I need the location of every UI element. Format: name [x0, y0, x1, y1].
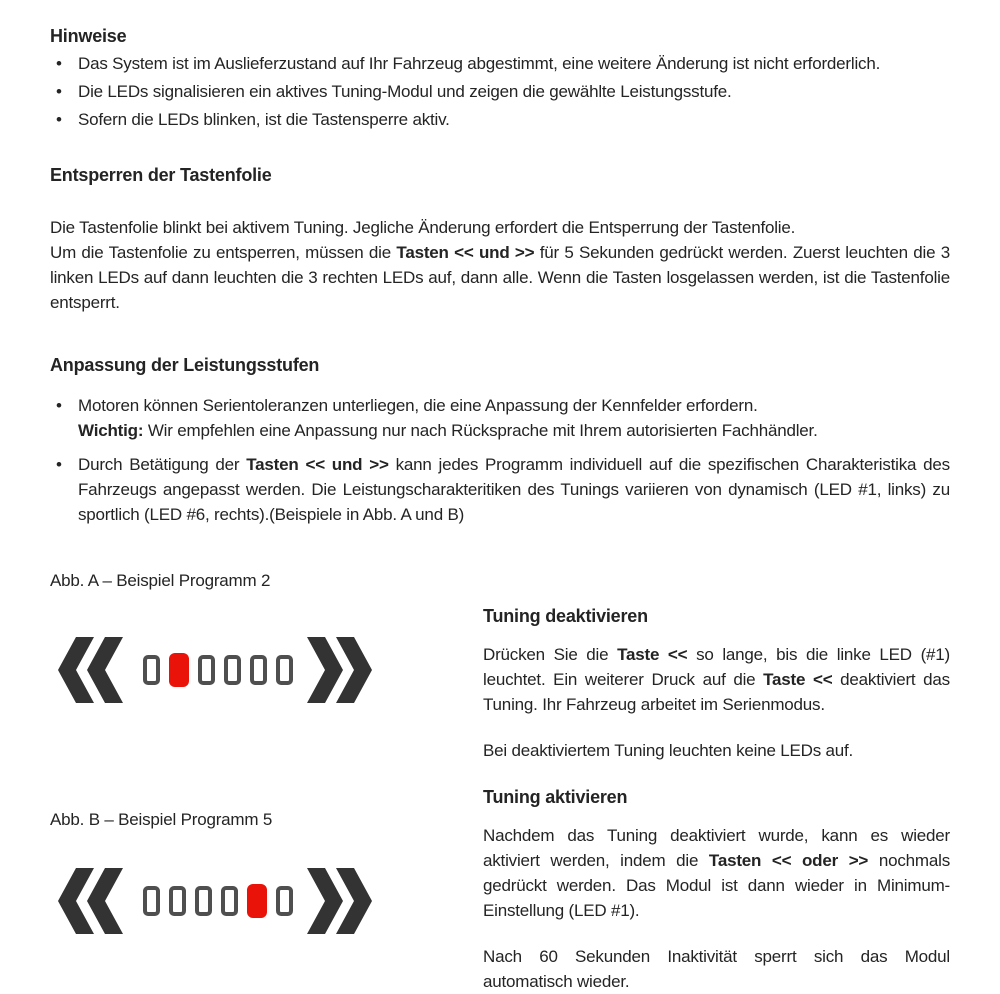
anpassung-heading: Anpassung der Leistungsstufen	[50, 355, 320, 375]
led-row	[143, 884, 293, 918]
list-item: • Durch Betätigung der Tasten << und >> kann jedes Programm individuell auf die spezifischen Charakteristika des Fahrzeugs angepasst werden. Die Leistungscharakteritiken des Tunings variieren von dynamisch (LED #1, links) zu sportlich (LED #6, rechts).(Beispiele in Abb. A und B)	[50, 452, 950, 527]
aktivieren-paragraph-2: Nach 60 Sekunden Inaktivität sperrt sich das Modul automatisch wieder.	[483, 947, 950, 991]
list-item: • Sofern die LEDs blinken, ist die Tastensperre aktiv.	[50, 107, 950, 132]
deaktivieren-paragraph-1: Drücken Sie die Taste << so lange, bis die linke LED (#1) leuchtet. Ein weiterer Druck auf die Taste << deaktiviert das Tuning. Ihr Fahrzeug arbeitet im Serienmodus.	[483, 645, 951, 714]
list-item: • Die LEDs signalisieren ein aktives Tuning-Modul und zeigen die gewählte Leistungsstufe.	[50, 79, 950, 104]
section-entsperren	[50, 165, 950, 315]
section-anpassung	[50, 355, 950, 527]
led-1	[143, 655, 160, 685]
led-4	[221, 886, 238, 916]
aktivieren-heading: Tuning aktivieren	[483, 787, 628, 807]
led-3	[198, 655, 215, 685]
aktivieren-paragraph-1: Nachdem das Tuning deaktiviert wurde, kann es wieder aktiviert werden, indem die Tasten << oder >> nochmals gedrückt werden. Das Modul ist dann wieder in Minimum-Einstellung (LED #1).	[483, 826, 950, 920]
anpassung-list	[50, 393, 950, 527]
list-item: • Motoren können Serientoleranzen unterliegen, die eine Anpassung der Kennfelder erfordern. Wichtig: Wir empfehlen eine Anpassung nur nach Rücksprache mit Ihrem autorisierten Fachhändler.	[50, 393, 950, 443]
list-item: • Das System ist im Auslieferzustand auf Ihr Fahrzeug abgestimmt, eine weitere Änderung ist nicht erforderlich.	[50, 51, 950, 76]
figure-a-led-diagram	[58, 637, 483, 703]
led-row	[143, 653, 293, 687]
entsperren-paragraph-2: Um die Tastenfolie zu entsperren, müssen die Tasten << und >> für 5 Sekunden gedrückt werden. Zuerst leuchten die 3 linken LEDs auf dann leuchten die 3 rechten LEDs auf, dann alle. Wenn die Tasten losgelassen werden, ist die Tastenfolie entsperrt.	[50, 243, 950, 312]
led-2	[169, 886, 186, 916]
led-2-active	[169, 653, 189, 687]
led-6	[276, 655, 293, 685]
figures-column	[50, 568, 483, 994]
chevron-right-icon	[307, 868, 372, 934]
led-5-active	[247, 884, 267, 918]
instructions-column	[483, 568, 950, 994]
figure-b-led-diagram	[58, 868, 483, 934]
section-hinweise	[50, 26, 950, 132]
led-4	[224, 655, 241, 685]
entsperren-paragraph-1: Die Tastenfolie blinkt bei aktivem Tuning. Jegliche Änderung erfordert die Entsperrung der Tastenfolie.	[50, 218, 796, 237]
led-5	[250, 655, 267, 685]
figure-b-caption: Abb. B – Beispiel Programm 5	[50, 810, 273, 829]
hinweise-heading: Hinweise	[50, 26, 127, 46]
hinweise-list	[50, 51, 950, 132]
chevron-right-icon	[307, 637, 372, 703]
led-1	[143, 886, 160, 916]
led-3	[195, 886, 212, 916]
deaktivieren-paragraph-2: Bei deaktiviertem Tuning leuchten keine LEDs auf.	[483, 741, 854, 760]
deaktivieren-heading: Tuning deaktivieren	[483, 606, 648, 626]
entsperren-heading: Entsperren der Tastenfolie	[50, 165, 272, 185]
figure-a-caption: Abb. A – Beispiel Programm 2	[50, 571, 271, 590]
led-6	[276, 886, 293, 916]
chevron-left-icon	[58, 637, 123, 703]
section-figures-and-instructions	[50, 568, 950, 994]
chevron-left-icon	[58, 868, 123, 934]
